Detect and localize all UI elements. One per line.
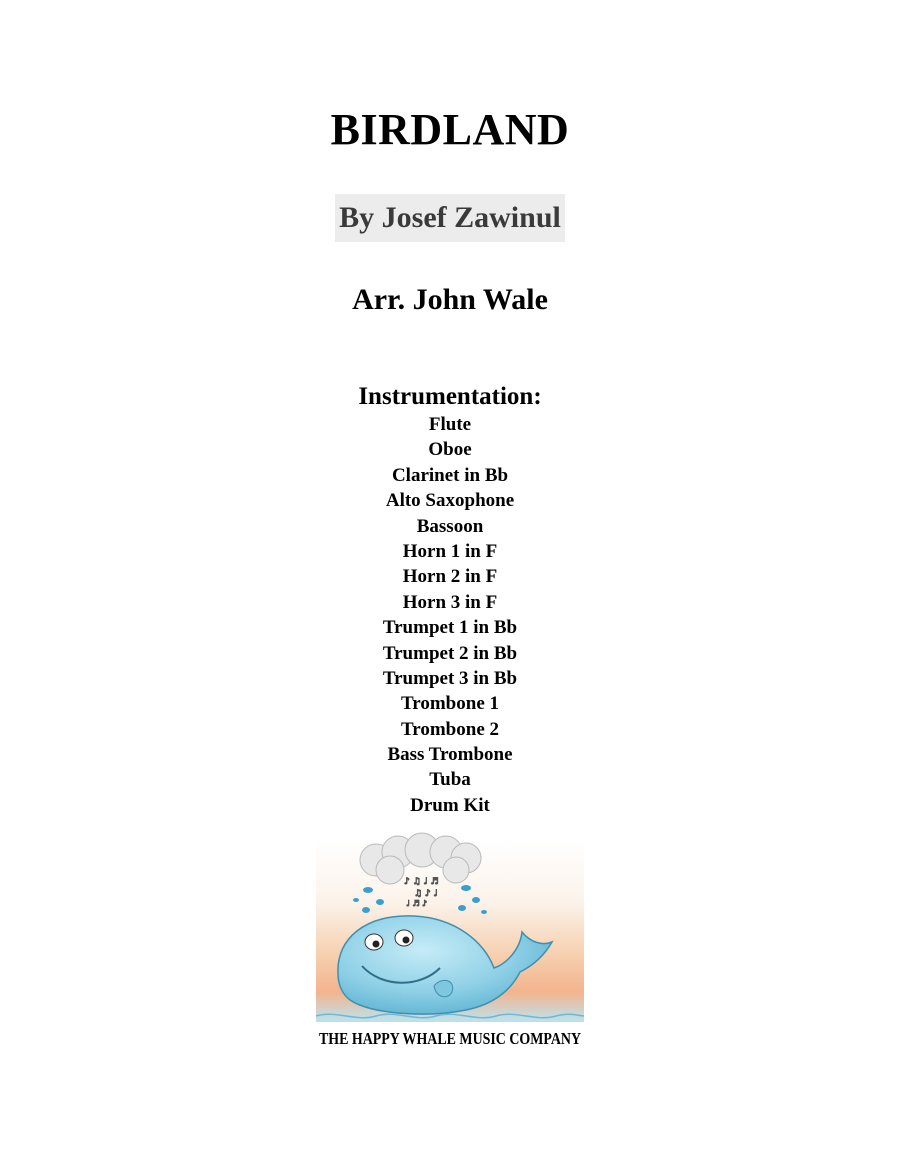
logo-company-name: THE HAPPY WHALE MUSIC COMPANY [319, 1029, 582, 1048]
instrument-item: Drum Kit [410, 794, 490, 816]
instrument-item: Trombone 1 [401, 693, 499, 715]
instrument-item: Oboe [428, 439, 472, 461]
instrumentation-heading: Instrumentation: [358, 383, 542, 410]
composer-credit: By Josef Zawinul [335, 194, 565, 242]
instrument-item: Horn 2 in F [402, 566, 498, 588]
instrument-item: Tuba [429, 769, 471, 791]
instrumentation-list [0, 412, 900, 818]
svg-text:♪ ♫ ♩ ♬: ♪ ♫ ♩ ♬ [404, 877, 439, 887]
instrument-item: Trumpet 1 in Bb [382, 617, 518, 639]
instrument-item: Trombone 2 [401, 718, 499, 740]
instrument-item: Trumpet 3 in Bb [382, 667, 518, 689]
instrument-item: Horn 1 in F [402, 540, 498, 562]
instrument-item: Bassoon [416, 515, 484, 537]
instrument-item: Horn 3 in F [402, 591, 498, 613]
happy-whale-logo [316, 838, 584, 1052]
instrument-item: Trumpet 2 in Bb [382, 642, 518, 664]
instrument-item: Bass Trombone [387, 744, 513, 766]
instrument-item: Clarinet in Bb [391, 464, 509, 486]
arranger-credit: Arr. John Wale [352, 283, 548, 316]
svg-text:♩ ♬ ♪: ♩ ♬ ♪ [406, 899, 428, 908]
instrument-item: Flute [428, 414, 472, 435]
composer-line [0, 194, 900, 242]
instrument-item: Alto Saxophone [385, 490, 515, 512]
page-title: BIRDLAND [330, 105, 570, 154]
svg-text:♫ ♪ ♩: ♫ ♪ ♩ [414, 889, 438, 899]
